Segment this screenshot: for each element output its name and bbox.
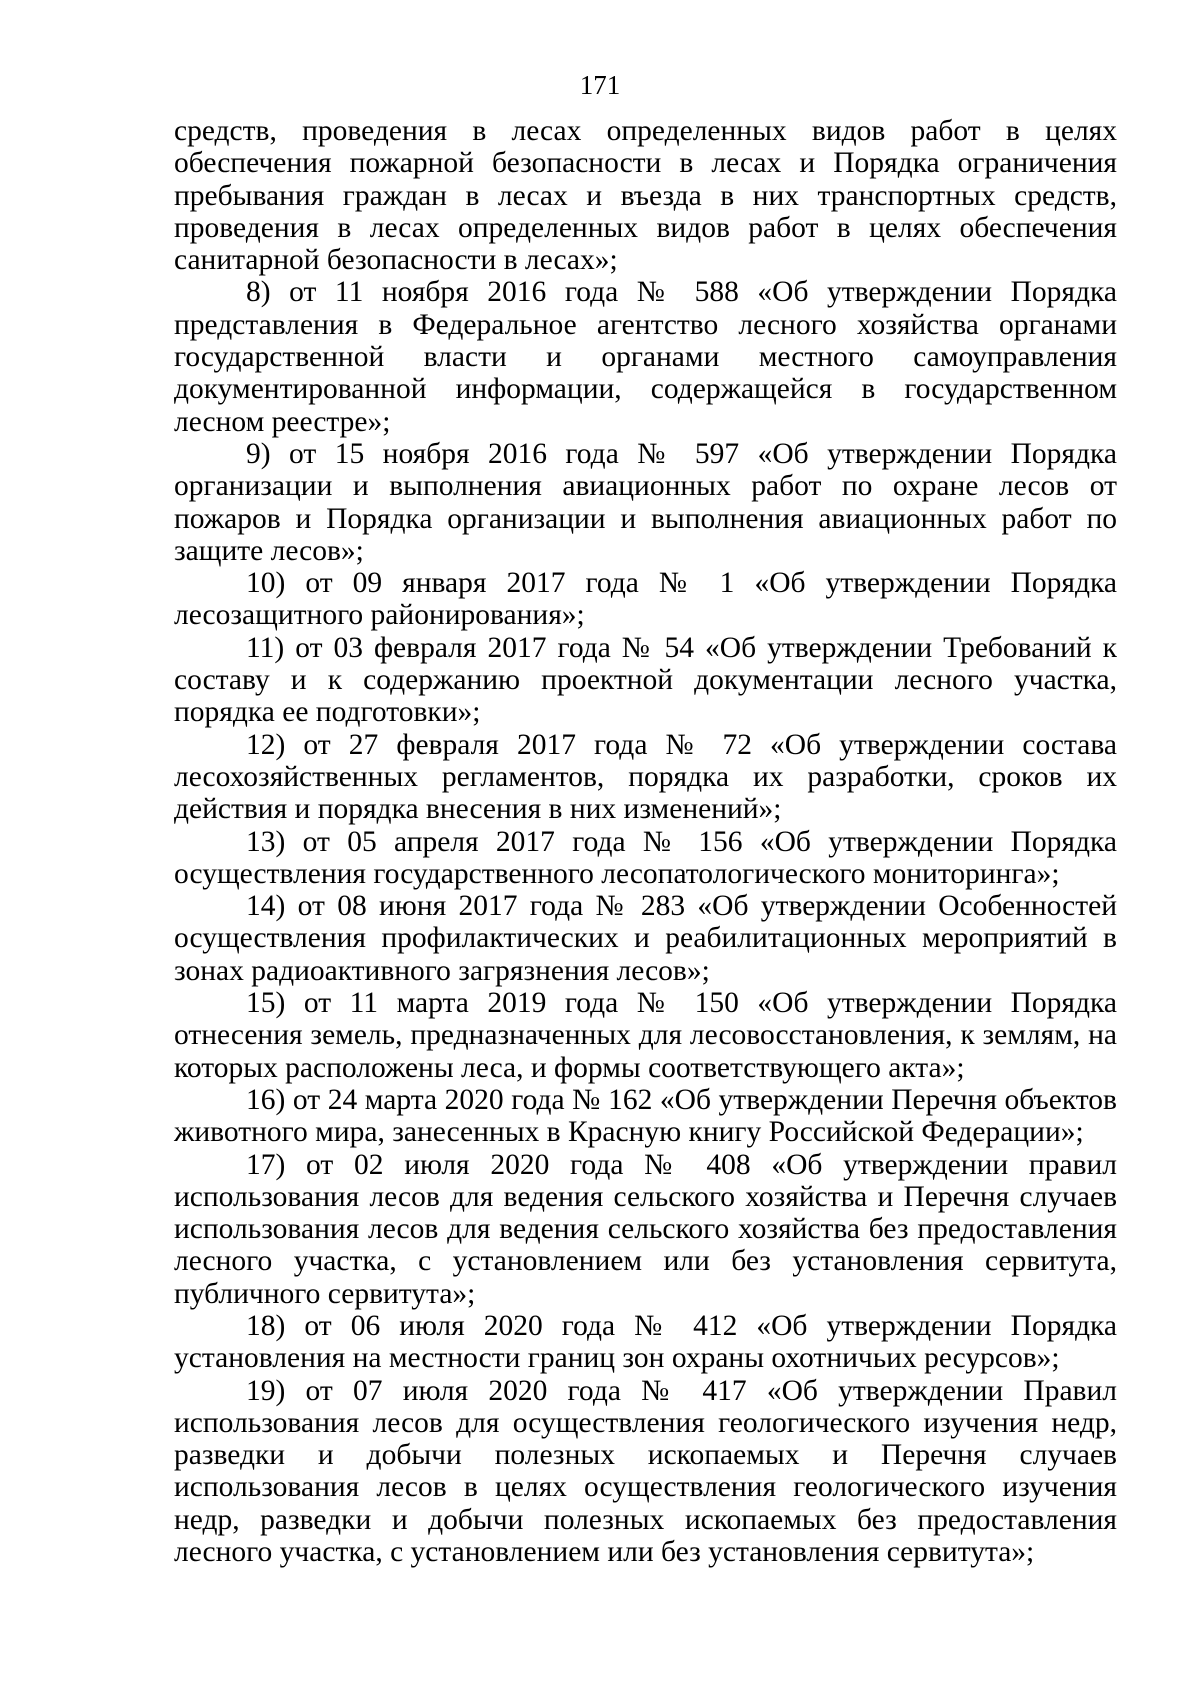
list-item-11: 11) от 03 февраля 2017 года № 54 «Об утверждении Требований к составу и к содержанию проектной документации лесного участка, порядка ее подготовки»; <box>174 631 1117 729</box>
list-item-18: 18) от 06 июля 2020 года № 412 «Об утверждении Порядка установления на местности границ зон охраны охотничьих ресурсов»; <box>174 1309 1117 1375</box>
list-item-12: 12) от 27 февраля 2017 года № 72 «Об утверждении состава лесохозяйственных регламентов, порядка их разработки, сроков их действия и порядка внесения в них изменений»; <box>174 728 1117 826</box>
list-item-9: 9) от 15 ноября 2016 года № 597 «Об утверждении Порядка организации и выполнения авиационных работ по охране лесов от пожаров и Порядка организации и выполнения авиационных работ по защите лесов»; <box>174 437 1117 567</box>
list-item-15: 15) от 11 марта 2019 года № 150 «Об утверждении Порядка отнесения земель, предназначенных для лесовосстановления, к землям, на которых расположены леса, и формы соответствующего акта»; <box>174 987 1117 1084</box>
page-number: 171 <box>579 70 621 100</box>
paragraph-continuation: средств, проведения в лесах определенных видов работ в целях обеспечения пожарной безопасности в лесах и Порядка ограничения пребывания граждан в лесах и въезда в них транспортных средств, проведения в лесах определенных видов работ в целях обеспечения санитарной безопасности в лесах»; <box>174 115 1117 277</box>
list-item-13: 13) от 05 апреля 2017 года № 156 «Об утверждении Порядка осуществления государственного лесопатологического мониторинга»; <box>174 825 1117 890</box>
list-item-14: 14) от 08 июня 2017 года № 283 «Об утверждении Особенностей осуществления профилактических и реабилитационных мероприятий в зонах радиоактивного загрязнения лесов»; <box>174 890 1117 987</box>
list-item-10: 10) от 09 января 2017 года № 1 «Об утверждении Порядка лесозащитного районирования»; <box>174 567 1117 632</box>
document-body <box>174 115 1117 1568</box>
list-item-19: 19) от 07 июля 2020 года № 417 «Об утверждении Правил использования лесов для осуществления геологического изучения недр, разведки и добычи полезных ископаемых и Перечня случаев использования лесов в целях осуществления геологического изучения недр, разведки и добычи полезных ископаемых без предоставления лесного участка, с установлением или без установления сервитута»; <box>174 1374 1117 1569</box>
list-item-17: 17) от 02 июля 2020 года № 408 «Об утверждении правил использования лесов для ведения сельского хозяйства и Перечня случаев использования лесов для ведения сельского хозяйства без предоставления лесного участка, с установлением или без установления сервитута, публичного сервитута»; <box>174 1148 1117 1310</box>
list-item-8: 8) от 11 ноября 2016 года № 588 «Об утверждении Порядка представления в Федеральное агентство лесного хозяйства органами государственной власти и органами местного самоуправления документированной информации, содержащейся в государственном лесном реестре»; <box>174 276 1117 438</box>
list-item-16: 16) от 24 марта 2020 года № 162 «Об утверждении Перечня объектов животного мира, занесенных в Красную книгу Российской Федерации»; <box>174 1083 1117 1149</box>
